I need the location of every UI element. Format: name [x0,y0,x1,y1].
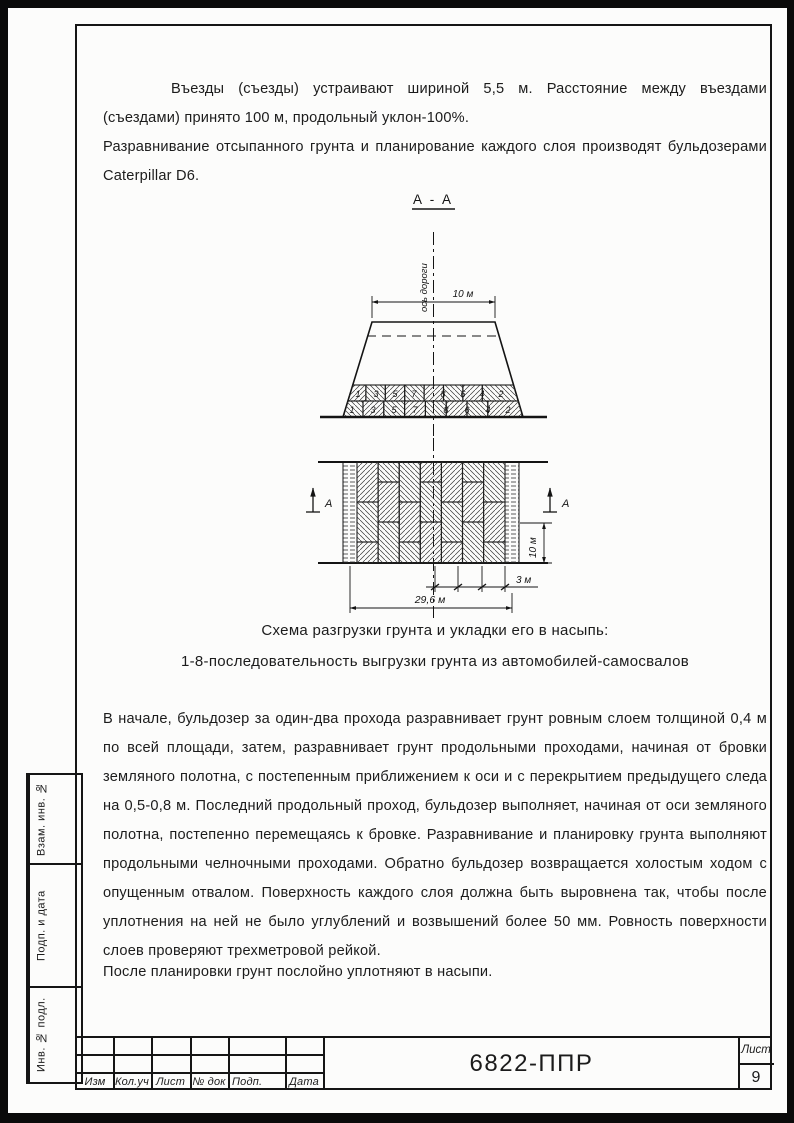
section-marker-right: А [562,498,570,510]
paragraph-main: В начале, бульдозер за один-два прохода разравнивает грунт ровным слоем толщиной 0,4 м по всей площади, затем, разравнивает грунт продольными проходами, начиная от бровки земляного полотна, с постепенным приближением к оси и с перекрытием предыдущего следа на 0,5-0,8 м. Последний продольный проход, бульдозер выполняет, начиная от оси земляного полотна, постепенно перемещаясь к бровке. Разравнивание и планировку грунта выполняют продольными челночными проходами. Обратно бульдозер возвращается холостым ходом с опущенным отвалом. Поверхность каждого слоя должна быть выровнена так, чтобы после уплотнения на ней не было углублений и возвышений более 50 мм. Ровность поверхности слоев проверяют трехметровой рейкой. [103,711,767,959]
svg-text:7: 7 [411,389,417,399]
svg-text:4: 4 [479,389,485,399]
left-slope-strip [343,462,357,563]
titleblock-label-ndok: № док [192,1076,226,1088]
svg-text:2: 2 [505,405,511,415]
dim-label-block-length: 10 м [528,537,539,558]
stamp-cell-podp [26,863,83,988]
right-slope-strip [505,462,519,563]
svg-text:5: 5 [391,405,397,415]
sheet-label: Лист [741,1044,771,1056]
svg-text:8: 8 [440,389,446,399]
section-marker-left: А [325,498,333,510]
stamp-cell-label: Подп. и дата [28,865,53,986]
titleblock-label-data: Дата [289,1076,319,1088]
titleblock-label-list: Лист [155,1076,186,1088]
paper-sheet [8,8,787,1113]
dim-label-block-width: 3 м [516,575,532,586]
svg-text:6: 6 [460,389,466,399]
dim-label-top-width: 10 м [452,289,474,300]
svg-text:5: 5 [392,389,398,399]
embankment-diagram [280,180,580,620]
road-axis-label: ось дороги [419,263,430,312]
titleblock-label-koluch: Кол.уч [114,1076,149,1088]
svg-text:7: 7 [412,405,418,415]
paragraph-leveling: Разравнивание отсыпанного грунта и планирование каждого слоя производят бульдозерами Caterpillar D6. [103,139,767,184]
stamp-cell-label: Инв. № подл. [28,988,53,1082]
svg-text:8: 8 [443,405,449,415]
svg-text:4: 4 [485,405,491,415]
dim-label-total-width: 29,6 м [414,594,446,606]
stamp-cell-vzam [26,773,83,865]
stamp-cell-label: Взам. инв. № [28,775,53,863]
svg-text:3: 3 [370,405,376,415]
dump-blocks-plan [357,462,505,563]
svg-text:3: 3 [373,389,379,399]
paragraph-entries: Въезды (съезды) устраивают шириной 5,5 м. Расстояние между въездами (съездами) принято 100 м, продольный уклон-100%. [103,81,767,126]
titleblock-label-izm: Изм [84,1076,106,1088]
sheet-number: 9 [751,1069,761,1086]
document-number: 6822-ППР [469,1050,594,1077]
figure-caption-legend: 1-8-последовательность выгрузки грунта из автомобилей-самосвалов [180,653,690,670]
svg-text:6: 6 [464,405,470,415]
svg-text:2: 2 [498,389,504,399]
section-view-title: А - А [412,192,454,207]
dump-blocks-section [340,385,522,417]
svg-text:1: 1 [355,389,361,399]
figure-caption: Схема разгрузки грунта и укладки его в насыпь: [261,622,609,639]
titleblock-label-podp: Подп. [232,1076,263,1088]
title-block [75,1036,772,1090]
paragraph-final: После планировки грунт послойно уплотняют в насыпи. [103,964,493,980]
svg-text:1: 1 [349,405,355,415]
